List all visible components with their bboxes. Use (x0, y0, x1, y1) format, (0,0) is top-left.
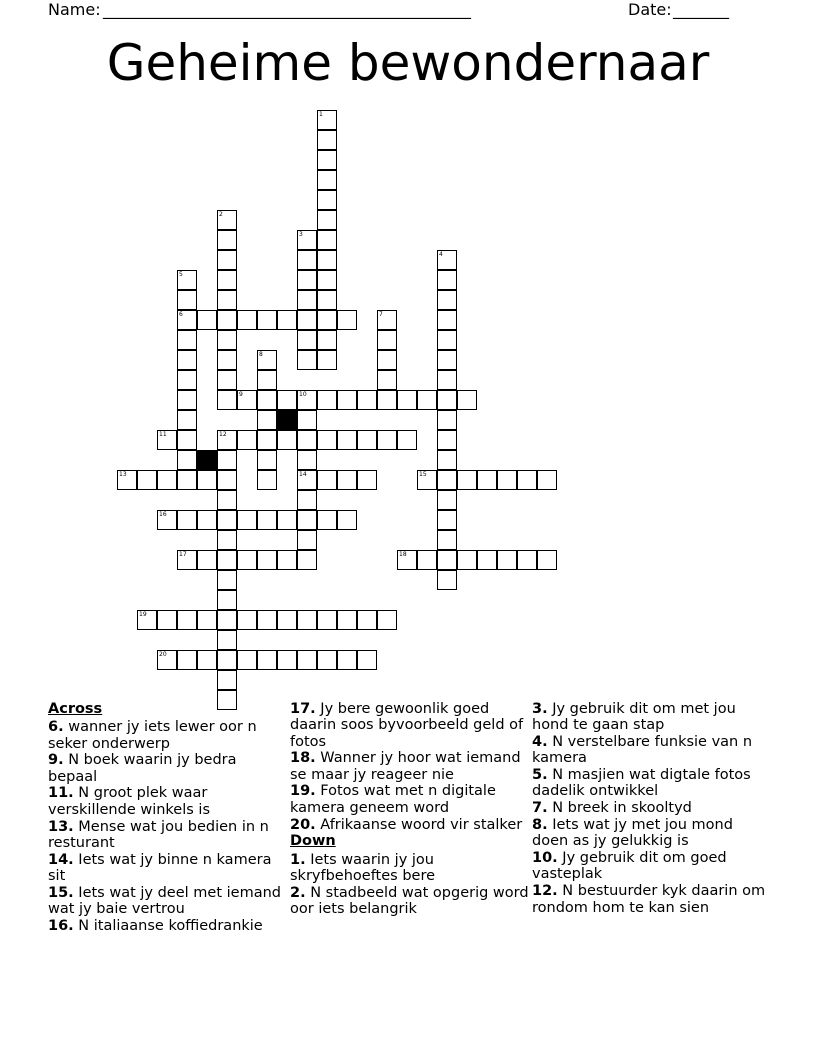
grid-cell[interactable] (377, 330, 397, 350)
grid-cell[interactable] (317, 310, 337, 330)
grid-cell[interactable] (437, 550, 457, 570)
grid-cell[interactable] (217, 530, 237, 550)
grid-cell[interactable] (177, 410, 197, 430)
clue-number: 19 (139, 611, 147, 618)
grid-cell[interactable] (277, 510, 297, 530)
grid-cell[interactable] (177, 310, 197, 330)
grid-cell[interactable] (217, 630, 237, 650)
clue-number: 11 (159, 431, 167, 438)
clue-item-text: Iets wat jy met jou mond doen as jy gelukkig is (532, 817, 733, 850)
clue-item (48, 819, 288, 852)
clue-number: 6 (179, 311, 183, 318)
grid-cell[interactable] (257, 430, 277, 450)
grid-cell[interactable] (477, 550, 497, 570)
grid-cell[interactable] (177, 270, 197, 290)
grid-cell[interactable] (537, 550, 557, 570)
grid-cell[interactable] (157, 430, 177, 450)
grid-cell[interactable] (297, 550, 317, 570)
clue-number: 16 (159, 511, 167, 518)
clue-item-number: 17. (290, 701, 316, 717)
grid-cell[interactable] (397, 390, 417, 410)
grid-cell[interactable] (237, 550, 257, 570)
grid-cell[interactable] (437, 270, 457, 290)
grid-cell[interactable] (157, 510, 177, 530)
grid-cell[interactable] (257, 650, 277, 670)
clue-item-text: N breek in skooltyd (547, 800, 692, 817)
grid-cell[interactable] (357, 430, 377, 450)
grid-cell[interactable] (297, 270, 317, 290)
grid-cell[interactable] (217, 450, 237, 470)
grid-cell[interactable] (297, 350, 317, 370)
grid-cell[interactable] (277, 390, 297, 410)
grid-cell[interactable] (157, 650, 177, 670)
grid-cell[interactable] (177, 550, 197, 570)
grid-cell[interactable] (297, 530, 317, 550)
grid-cell[interactable] (337, 310, 357, 330)
grid-cell[interactable] (297, 310, 317, 330)
grid-cell[interactable] (317, 190, 337, 210)
grid-cell[interactable] (477, 470, 497, 490)
name-label: Name: (48, 0, 101, 19)
grid-cell[interactable] (317, 610, 337, 630)
clue-item-number: 10. (532, 850, 558, 867)
grid-cell[interactable] (417, 470, 437, 490)
clue-item-number: 13. (48, 818, 74, 835)
clue-item-text: Mense wat jou bedien in n resturant (48, 818, 269, 851)
grid-cell[interactable] (397, 430, 417, 450)
grid-cell[interactable] (437, 250, 457, 270)
grid-cell[interactable] (257, 550, 277, 570)
clue-item (290, 701, 530, 750)
clue-item-number: 1. (290, 851, 306, 868)
grid-cell[interactable] (217, 330, 237, 350)
grid-cell[interactable] (257, 370, 277, 390)
clue-number: 3 (299, 231, 303, 238)
clue-item-text: Fotos wat met n digitale kamera geneem word (290, 783, 496, 816)
grid-cell[interactable] (197, 470, 217, 490)
clue-item-text: N verstelbare funksie van n kamera (532, 734, 753, 767)
grid-cell[interactable] (217, 570, 237, 590)
grid-cell[interactable] (437, 310, 457, 330)
grid-cell[interactable] (217, 270, 237, 290)
clue-item (532, 850, 772, 883)
grid-cell[interactable] (417, 390, 437, 410)
grid-cell[interactable] (217, 370, 237, 390)
down-clues-col3 (532, 701, 772, 916)
grid-cell[interactable] (277, 430, 297, 450)
grid-cell[interactable] (217, 230, 237, 250)
grid-cell[interactable] (217, 350, 237, 370)
grid-cell[interactable] (217, 650, 237, 670)
grid-cell[interactable] (417, 550, 437, 570)
clue-item (532, 800, 772, 816)
grid-cell[interactable] (537, 470, 557, 490)
grid-cell[interactable] (317, 210, 337, 230)
date-line[interactable]: _______ (673, 0, 729, 19)
grid-cell[interactable] (177, 510, 197, 530)
grid-cell[interactable] (177, 290, 197, 310)
grid-cell[interactable] (157, 610, 177, 630)
clue-item (48, 918, 288, 934)
grid-cell[interactable] (297, 490, 317, 510)
grid-cell[interactable] (437, 290, 457, 310)
clue-number: 7 (379, 311, 383, 318)
grid-cell[interactable] (177, 450, 197, 470)
clue-item-number: 20. (290, 816, 316, 833)
grid-cell[interactable] (217, 390, 237, 410)
grid-cell[interactable] (237, 390, 257, 410)
grid-cell[interactable] (177, 370, 197, 390)
grid-cell[interactable] (337, 390, 357, 410)
grid-cell[interactable] (177, 470, 197, 490)
grid-cell[interactable] (377, 310, 397, 330)
grid-cell[interactable] (257, 410, 277, 430)
grid-cell[interactable] (177, 610, 197, 630)
grid-cell[interactable] (317, 230, 337, 250)
across-heading: Across (48, 701, 103, 717)
clue-item-number: 16. (48, 917, 74, 934)
grid-cell[interactable] (337, 430, 357, 450)
grid-cell[interactable] (497, 470, 517, 490)
black-cell (277, 410, 297, 430)
clue-item (48, 752, 288, 785)
grid-cell[interactable] (377, 350, 397, 370)
grid-cell[interactable] (437, 450, 457, 470)
grid-cell[interactable] (217, 550, 237, 570)
clue-item-text: wanner jy iets lewer oor n seker onderwerp (48, 719, 257, 752)
clue-item-text: N masjien wat digtale fotos dadelik ontwikkel (532, 767, 751, 800)
grid-cell[interactable] (217, 210, 237, 230)
grid-cell[interactable] (317, 510, 337, 530)
grid-cell[interactable] (357, 390, 377, 410)
clue-item-text: Jy gebruik dit om goed vasteplak (532, 850, 727, 883)
grid-cell[interactable] (237, 430, 257, 450)
clue-item (290, 817, 530, 833)
grid-cell[interactable] (297, 470, 317, 490)
grid-cell[interactable] (297, 450, 317, 470)
grid-cell[interactable] (217, 510, 237, 530)
grid-cell[interactable] (157, 470, 177, 490)
grid-cell[interactable] (197, 610, 217, 630)
grid-cell[interactable] (257, 470, 277, 490)
grid-cell[interactable] (297, 290, 317, 310)
clue-item-number: 3. (532, 701, 548, 717)
grid-cell[interactable] (437, 410, 457, 430)
grid-cell[interactable] (377, 430, 397, 450)
grid-cell[interactable] (317, 270, 337, 290)
grid-cell[interactable] (217, 610, 237, 630)
grid-cell[interactable] (377, 610, 397, 630)
name-line[interactable]: ______________________________________________ (103, 0, 471, 19)
grid-cell[interactable] (277, 310, 297, 330)
grid-cell[interactable] (457, 470, 477, 490)
clue-item-number: 14. (48, 851, 74, 868)
grid-cell[interactable] (317, 170, 337, 190)
clue-item-text: N stadbeeld wat opgerig word oor iets belangrik (290, 884, 529, 918)
clue-item-text: Afrikaanse woord vir stalker (315, 816, 523, 833)
grid-cell[interactable] (297, 650, 317, 670)
clue-item-number: 18. (290, 750, 316, 767)
grid-cell[interactable] (317, 470, 337, 490)
grid-cell[interactable] (457, 390, 477, 410)
grid-cell[interactable] (237, 650, 257, 670)
grid-cell[interactable] (137, 610, 157, 630)
grid-cell[interactable] (337, 650, 357, 670)
grid-cell[interactable] (317, 130, 337, 150)
clue-item-text: N italiaanse koffiedrankie (73, 917, 263, 934)
grid-cell[interactable] (217, 670, 237, 690)
clue-item (290, 852, 530, 885)
clue-item-text: Wanner jy hoor wat iemand se maar jy reageer nie (290, 750, 521, 783)
grid-cell[interactable] (297, 390, 317, 410)
grid-cell[interactable] (437, 470, 457, 490)
grid-cell[interactable] (117, 470, 137, 490)
grid-cell[interactable] (197, 310, 217, 330)
clue-item-number: 8. (532, 817, 548, 834)
clue-number: 1 (319, 111, 323, 118)
black-cell (197, 450, 217, 470)
clue-item-text: Jy bere gewoonlik goed daarin soos byvoorbeeld geld of fotos (290, 701, 524, 750)
clue-item-number: 7. (532, 800, 548, 817)
grid-cell[interactable] (277, 610, 297, 630)
clue-item-text: Jy gebruik dit om met jou hond te gaan stap (532, 701, 736, 734)
grid-cell[interactable] (137, 470, 157, 490)
clue-item (48, 719, 288, 752)
grid-cell[interactable] (177, 350, 197, 370)
grid-cell[interactable] (317, 390, 337, 410)
clue-item-number: 4. (532, 734, 548, 751)
grid-cell[interactable] (217, 310, 237, 330)
grid-cell[interactable] (177, 650, 197, 670)
clue-item (290, 750, 530, 783)
clue-item (48, 852, 288, 885)
grid-cell[interactable] (437, 530, 457, 550)
clue-number: 14 (299, 471, 307, 478)
grid-cell[interactable] (217, 490, 237, 510)
grid-cell[interactable] (317, 330, 337, 350)
grid-cell[interactable] (457, 550, 477, 570)
clue-item-number: 9. (48, 752, 64, 769)
grid-cell[interactable] (257, 350, 277, 370)
clues-col2 (290, 701, 530, 918)
grid-cell[interactable] (517, 550, 537, 570)
grid-cell[interactable] (317, 350, 337, 370)
grid-cell[interactable] (437, 330, 457, 350)
grid-cell[interactable] (217, 290, 237, 310)
clue-number: 8 (259, 351, 263, 358)
grid-cell[interactable] (337, 470, 357, 490)
clue-number: 20 (159, 651, 167, 658)
clue-item (532, 883, 772, 916)
grid-cell[interactable] (437, 490, 457, 510)
clue-item (532, 767, 772, 800)
clue-number: 5 (179, 271, 183, 278)
grid-cell[interactable] (437, 570, 457, 590)
grid-cell[interactable] (437, 370, 457, 390)
grid-cell[interactable] (177, 330, 197, 350)
clue-number: 4 (439, 251, 443, 258)
clue-item-text: Iets wat jy deel met iemand wat jy baie vertrou (48, 884, 281, 918)
clue-item-number: 19. (290, 783, 316, 800)
clue-item-text: N bestuurder kyk daarin om rondom hom te kan sien (532, 883, 766, 916)
grid-cell[interactable] (517, 470, 537, 490)
grid-cell[interactable] (317, 290, 337, 310)
grid-cell[interactable] (317, 110, 337, 130)
clue-item (532, 734, 772, 767)
grid-cell[interactable] (197, 650, 217, 670)
grid-cell[interactable] (217, 590, 237, 610)
clue-item (532, 817, 772, 850)
grid-cell[interactable] (357, 470, 377, 490)
grid-cell[interactable] (377, 370, 397, 390)
grid-cell[interactable] (297, 510, 317, 530)
grid-cell[interactable] (317, 650, 337, 670)
grid-cell[interactable] (337, 510, 357, 530)
grid-cell[interactable] (297, 330, 317, 350)
page-title: Geheime bewondernaar (106, 34, 710, 92)
grid-cell[interactable] (277, 650, 297, 670)
clue-item-text: N boek waarin jy bedra bepaal (48, 752, 237, 785)
clue-item-text: Iets waarin jy jou skryfbehoeftes bere (290, 851, 436, 884)
grid-cell[interactable] (217, 470, 237, 490)
grid-cell[interactable] (377, 390, 397, 410)
grid-cell[interactable] (297, 410, 317, 430)
clue-item-number: 5. (532, 767, 548, 784)
grid-cell[interactable] (397, 550, 417, 570)
grid-cell[interactable] (297, 430, 317, 450)
grid-cell[interactable] (177, 430, 197, 450)
clue-item (290, 783, 530, 816)
grid-cell[interactable] (257, 310, 277, 330)
grid-cell[interactable] (297, 250, 317, 270)
grid-cell[interactable] (217, 430, 237, 450)
grid-cell[interactable] (197, 510, 217, 530)
grid-cell[interactable] (237, 310, 257, 330)
clue-number: 2 (219, 211, 223, 218)
grid-cell[interactable] (357, 650, 377, 670)
clue-item (290, 885, 530, 918)
grid-cell[interactable] (197, 550, 217, 570)
clue-item (48, 785, 288, 818)
grid-cell[interactable] (317, 250, 337, 270)
grid-cell[interactable] (297, 230, 317, 250)
clue-item (532, 701, 772, 734)
clue-item-number: 2. (290, 884, 306, 901)
date-label: Date: (628, 0, 672, 19)
clue-number: 18 (399, 551, 407, 558)
grid-cell[interactable] (437, 510, 457, 530)
grid-cell[interactable] (257, 510, 277, 530)
grid-cell[interactable] (317, 150, 337, 170)
grid-cell[interactable] (437, 350, 457, 370)
clue-item-number: 15. (48, 884, 74, 901)
clue-number: 9 (239, 391, 243, 398)
grid-cell[interactable] (437, 390, 457, 410)
clue-item-text: Iets wat jy binne n kamera sit (48, 851, 272, 884)
clue-item-text: N groot plek waar verskillende winkels is (48, 785, 210, 818)
clue-item-number: 6. (48, 719, 64, 736)
grid-cell[interactable] (357, 610, 377, 630)
clue-number: 17 (179, 551, 187, 558)
grid-cell[interactable] (277, 550, 297, 570)
clue-item (48, 885, 288, 918)
grid-cell[interactable] (297, 610, 317, 630)
grid-cell[interactable] (257, 390, 277, 410)
grid-cell[interactable] (217, 250, 237, 270)
grid-cell[interactable] (497, 550, 517, 570)
grid-cell[interactable] (237, 510, 257, 530)
down-heading: Down (290, 833, 336, 850)
grid-cell[interactable] (237, 610, 257, 630)
grid-cell[interactable] (437, 430, 457, 450)
clue-number: 10 (299, 391, 307, 398)
clue-item-number: 12. (532, 883, 558, 900)
grid-cell[interactable] (177, 390, 197, 410)
grid-cell[interactable] (337, 610, 357, 630)
across-clues-col1 (48, 701, 288, 935)
clue-number: 13 (119, 471, 127, 478)
grid-cell[interactable] (257, 610, 277, 630)
clue-item-number: 11. (48, 785, 74, 802)
grid-cell[interactable] (257, 450, 277, 470)
grid-cell[interactable] (317, 430, 337, 450)
clue-number: 12 (219, 431, 227, 438)
clue-number: 15 (419, 471, 427, 478)
